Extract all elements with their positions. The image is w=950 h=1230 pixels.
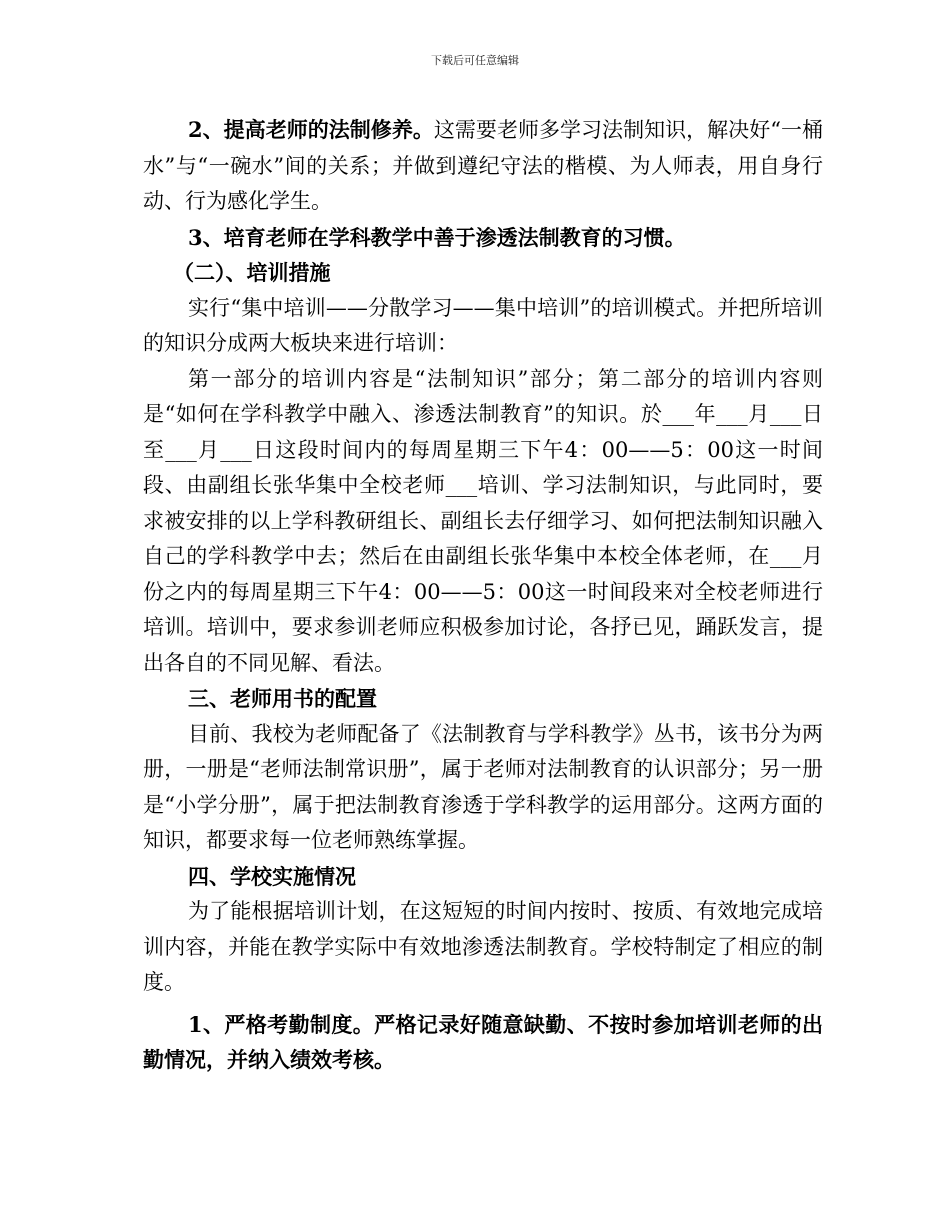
heading-school-implementation: 四、学校实施情况	[188, 863, 356, 889]
heading-inline: 2、提高老师的法制修养。	[188, 117, 434, 142]
paragraph-implementation: 为了能根据培训计划，在这短短的时间内按时、按质、有效地完成培训内容，并能在教学实际中有效地渗透法制教育。学校特制定了相应的制度。	[143, 899, 823, 994]
paragraph-books: 目前、我校为老师配备了《法制教育与学科教学》丛书，该书分为两册，一册是“老师法制常识册”，属于老师对法制教育的认识部分；另一册是“小学分册”，属于把法制教育渗透于学科教学的运用部分。这两方面的知识，都要求每一位老师熟练掌握。	[143, 721, 823, 852]
heading-cultivate-habit: 3、培育老师在学科教学中善于渗透法制教育的习惯。	[188, 224, 686, 250]
page-header: 下载后可任意编辑	[431, 54, 519, 67]
paragraph-teacher-legal-literacy	[143, 112, 823, 220]
paragraph-attendance: 1、严格考勤制度。严格记录好随意缺勤、不按时参加培训老师的出勤情况，并纳入绩效考核。	[143, 1011, 823, 1072]
heading-teacher-books: 三、老师用书的配置	[188, 686, 377, 711]
paragraph-training-mode: 实行“集中培训——分散学习——集中培训”的培训模式。并把所培训的知识分成两大板块来进行培训：	[143, 295, 823, 355]
document-body	[143, 112, 823, 1078]
paragraph-training-content: 第一部分的培训内容是“法制知识”部分；第二部分的培训内容则是“如何在学科教学中融入、渗透法制教育”的知识。於___年___月___日至___月___日这段时间内的每周星期三下午4：00——5：00这一时间段、由副组长张华集中全校老师___培训、学习法制知识，与此同时，要求被安排的以上学科教研组长、副组长去仔细学习、如何把法制知识融入自己的学科教学中去；然后在由副组长张华集中本校全体老师，在___月份之内的每周星期三下午4：00——5：00这一时间段来对全校老师进行培训。培训中，要求参训老师应积极参加讨论，各抒已见，踊跃发言，提出各自的不同见解、看法。	[143, 366, 823, 675]
paragraph-text: 这需要老师多学习法制知识，解决好“一桶水”与“一碗水”间的关系；并做到遵纪守法的楷模、为人师表，用自身行动、行为感化学生。	[143, 118, 823, 213]
heading-training-measures: （二）、培训措施	[173, 260, 331, 285]
